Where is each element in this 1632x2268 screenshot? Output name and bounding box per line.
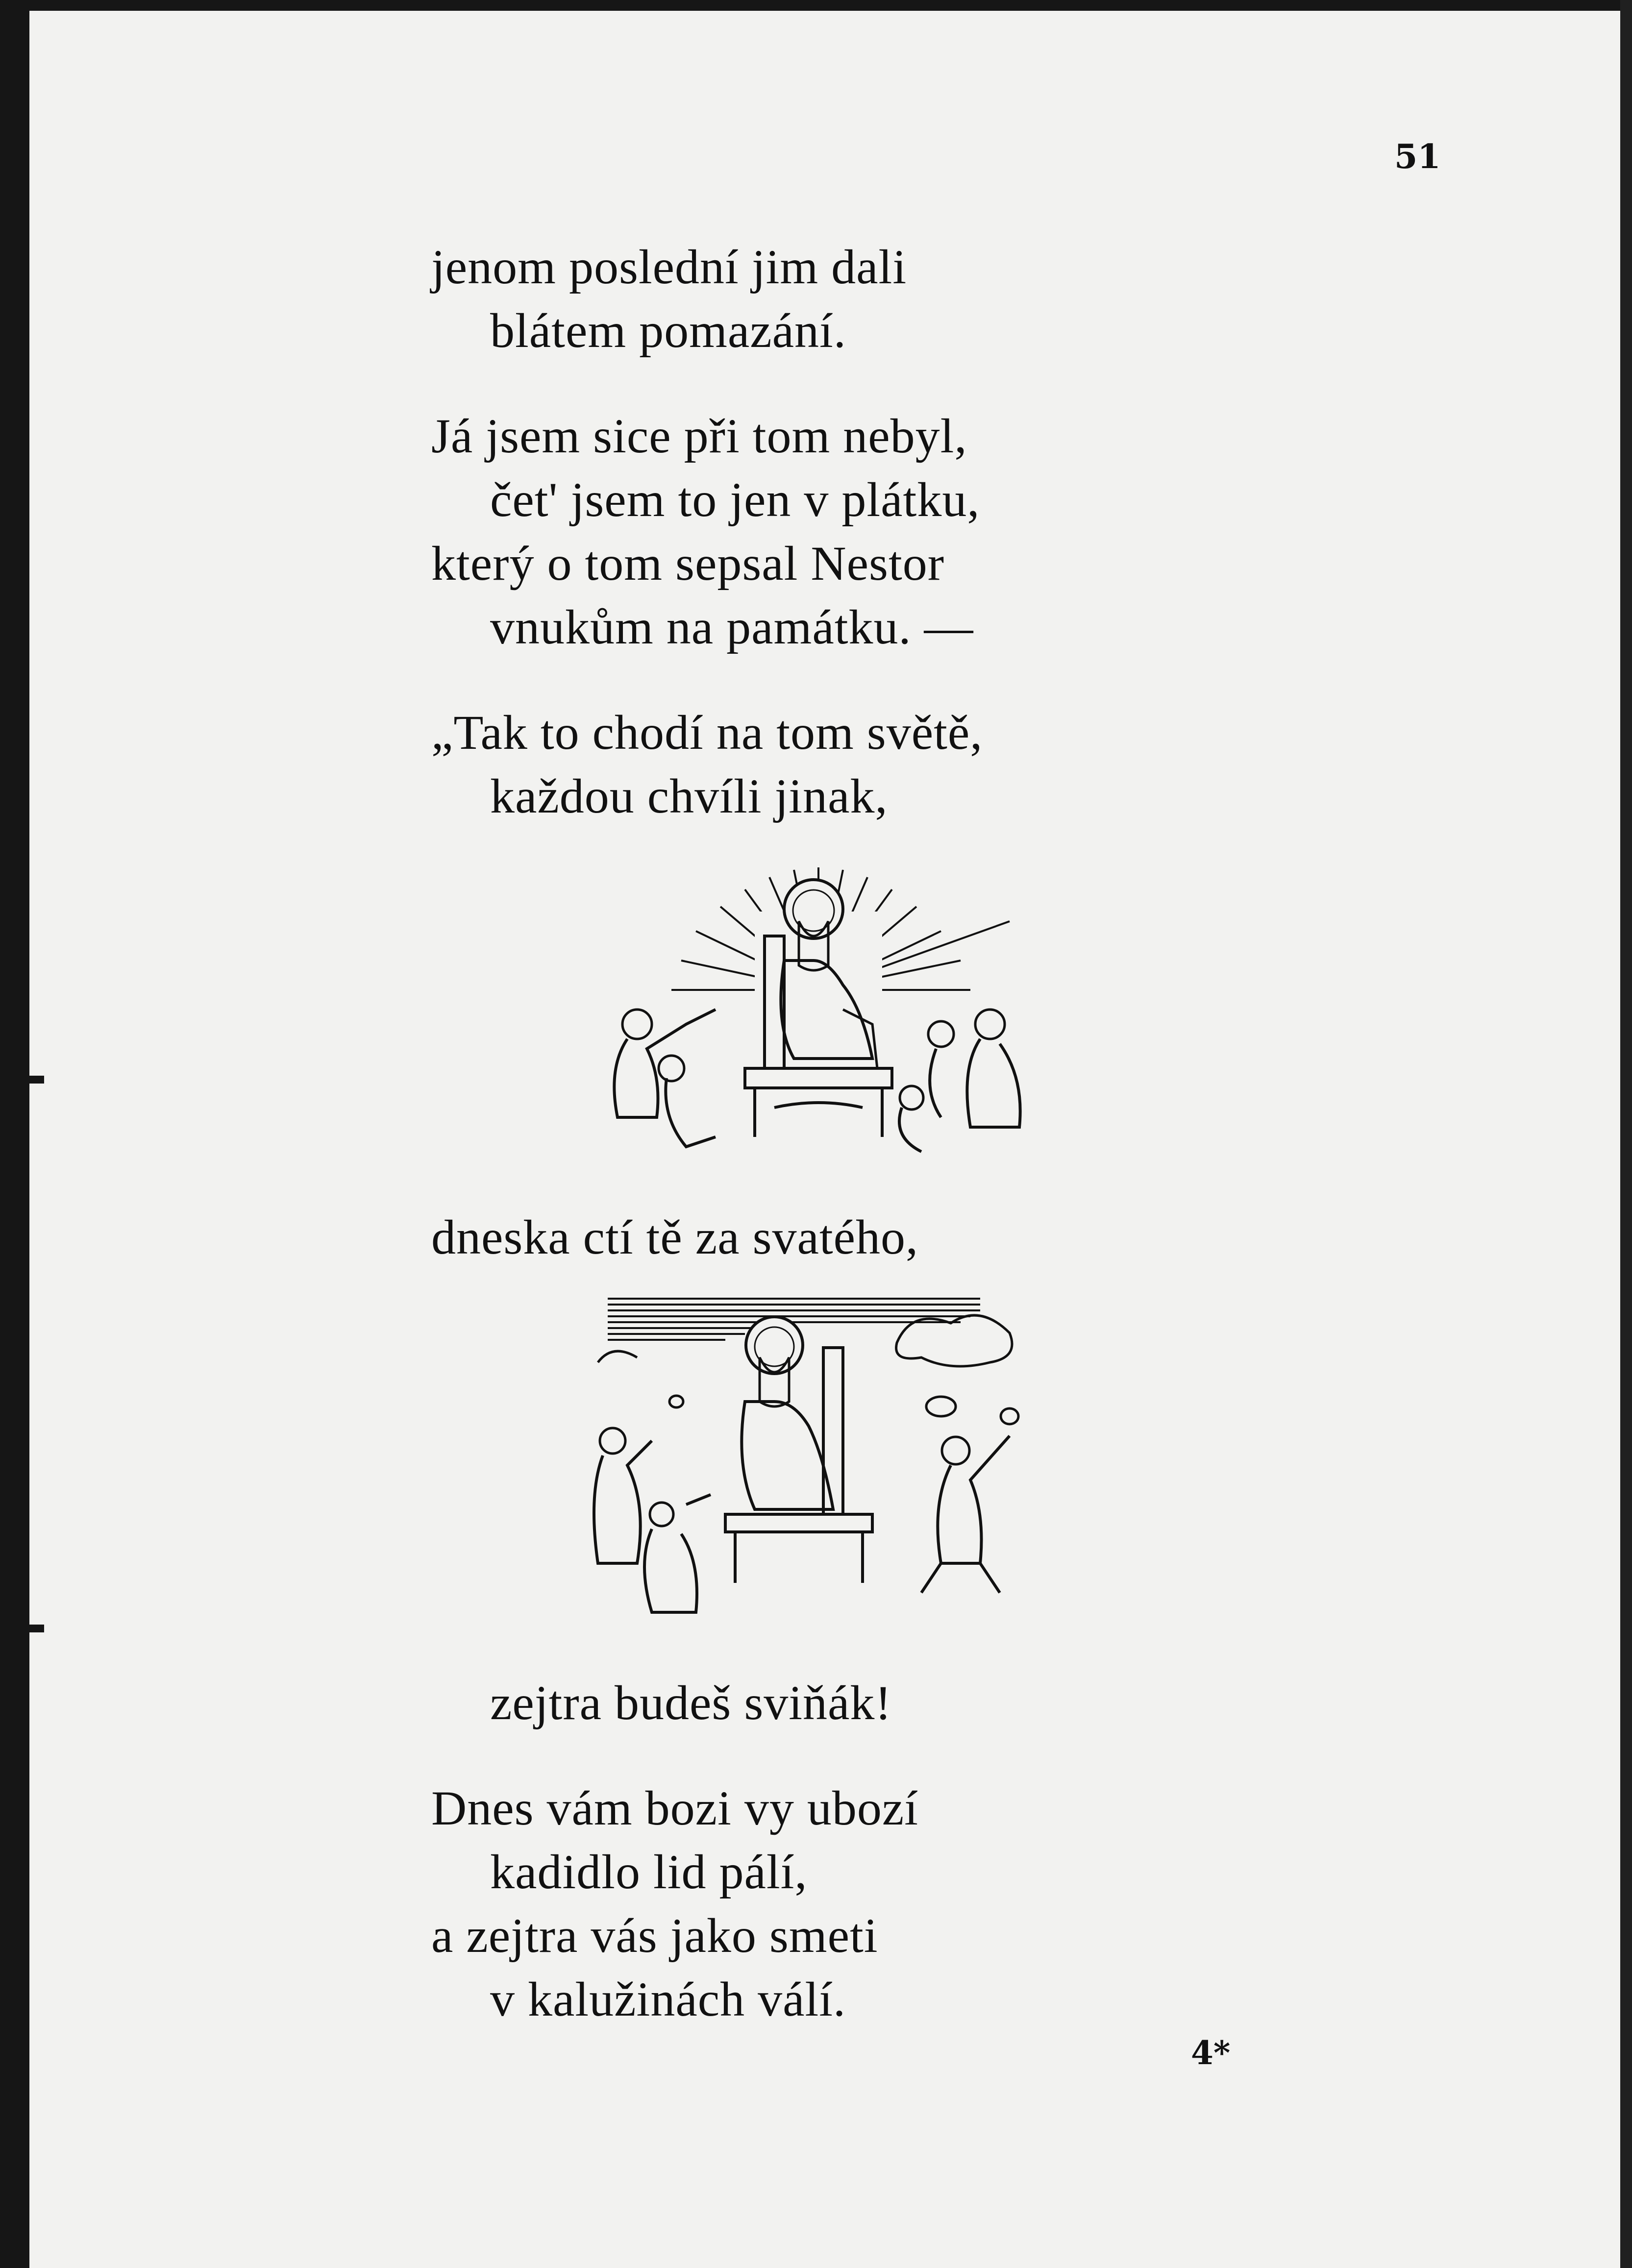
poem-line: a zejtra vás jako smeti (431, 1908, 878, 1963)
poem-line: kadidlo lid pálí, (490, 1845, 808, 1899)
saint-enthroned-pelted-illustration (578, 1289, 1039, 1622)
scan-edge-mark (0, 1625, 44, 1632)
scan-border-top (0, 0, 1632, 11)
poem-line: Já jsem sice při tom nebyl, (431, 409, 967, 463)
poem-line: dneska ctí tě za svatého, (431, 1210, 919, 1264)
poem-line: Dnes vám bozi vy ubozí (431, 1781, 919, 1835)
poem-line: vnukům na památku. — (490, 600, 974, 654)
poem-line: jenom poslední jim dali (431, 240, 907, 294)
poem-line: čet' jsem to jen v plátku, (490, 472, 980, 527)
page-number: 51 (1394, 137, 1441, 176)
scan-border-left (0, 0, 29, 2268)
poem-line: v kalužinách válí. (490, 1972, 846, 2026)
scan-edge-mark (0, 1076, 44, 1084)
poem-line: zejtra budeš sviňák! (490, 1676, 892, 1730)
poem-line: každou chvíli jinak, (490, 769, 888, 823)
poem-line: blátem pomazání. (490, 303, 846, 358)
scan-border-right (1620, 0, 1632, 2268)
poem-line: který o tom sepsal Nestor (431, 536, 945, 591)
signature-mark: 4* (1191, 2034, 1231, 2072)
poem-line: „Tak to chodí na tom světě, (431, 705, 983, 760)
saint-enthroned-worshipped-illustration (598, 863, 1039, 1176)
